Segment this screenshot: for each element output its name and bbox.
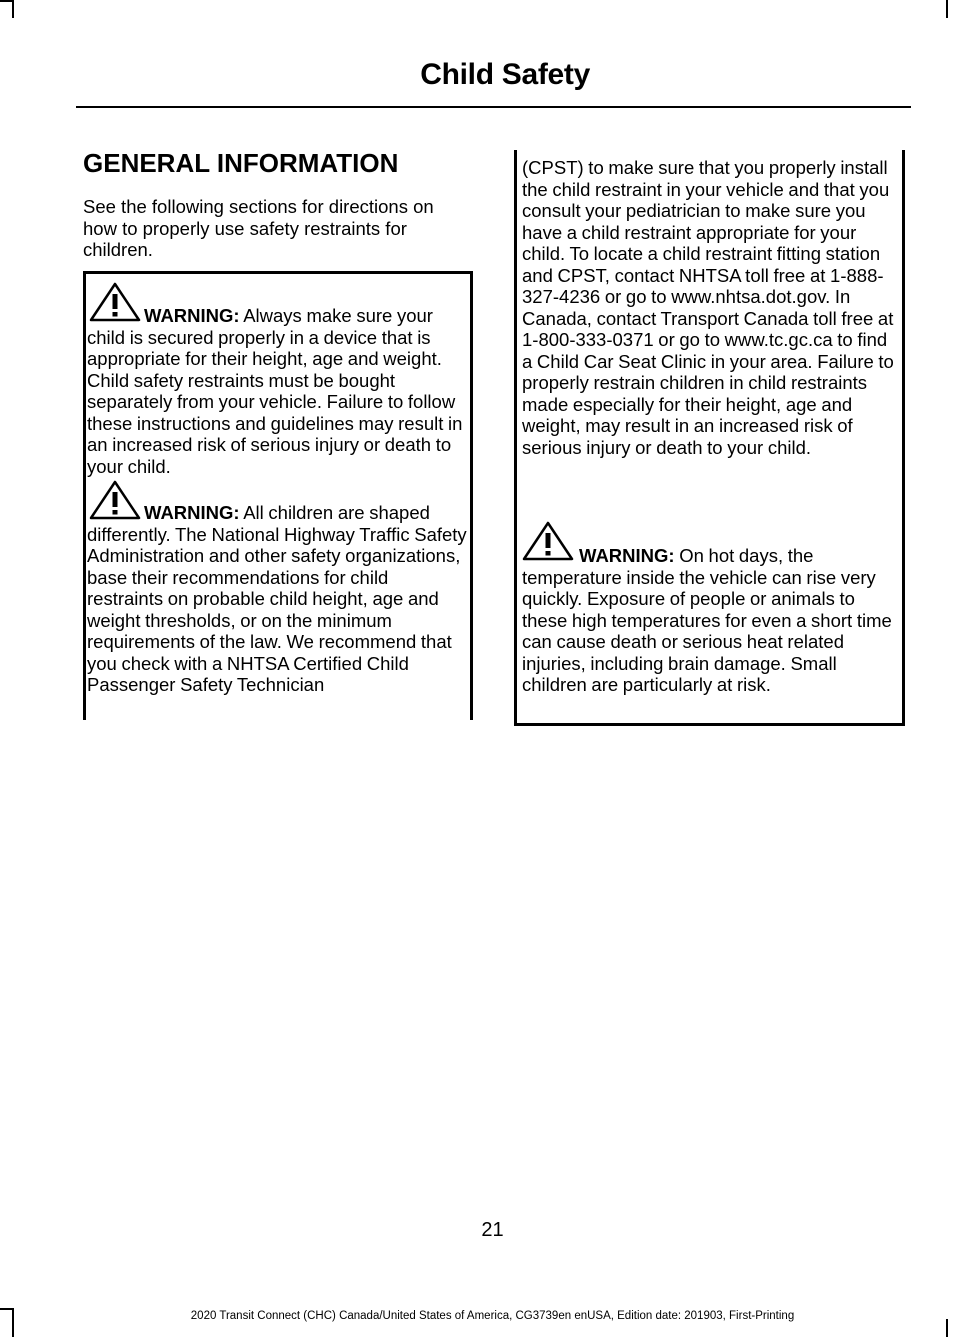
warning-label: WARNING: [144, 502, 240, 523]
page-number: 21 [481, 1219, 504, 1241]
warning-body: On hot days, the temperature inside the vehicle can rise very quickly. Exposure of people or animals to these high temperatures for even a short time can cause death or serious heat related injuries, including brain damage. Small children are particularly at risk. [522, 545, 892, 695]
crop-mark-top-right [946, 0, 948, 18]
warning-text-2-continued: (CPST) to make sure that you properly install the child restraint in your vehicle and that you consult your pediatrician to make sure you have a child restraint appropriate for your child. To locate a child restraint fitting station and CPST, contact NHTSA toll free at 1-888-327-4236 or go to www.nhtsa.dot.gov. In Canada, contact Transport Canada toll free at 1-800-333-0371 or go to www.tc.gc.ca to find a Child Car Seat Clinic in your area. Failure to properly restrain children in child restraints made especially for their height, age and weight, may result in an increased risk of serious injury or death to your child. [522, 157, 894, 458]
warning-text-1 [87, 305, 467, 477]
section-heading: GENERAL INFORMATION [83, 148, 399, 178]
footer-edition-info: 2020 Transit Connect (CHC) Canada/United States of America, CG3739en enUSA, Edition date: 201903, First-Printing [190, 1310, 795, 1322]
header-divider [76, 106, 911, 108]
warning-label: WARNING: [579, 545, 675, 566]
warning-label: WARNING: [144, 305, 240, 326]
crop-mark-top-left [12, 0, 14, 18]
warning-text-3 [522, 545, 900, 696]
page-header-title: Child Safety [420, 58, 590, 91]
crop-mark-top-left [0, 0, 12, 2]
intro-paragraph: See the following sections for directions on how to properly use safety restraints for children. [83, 196, 434, 260]
warning-text-2 [87, 502, 467, 696]
warning-body: All children are shaped differently. The National Highway Traffic Safety Administration and other safety organizations, base their recommendations for child restraints on probable child height, age and weight thresholds, or on the minimum requirements of the law. We recommend that you check with a NHTSA Certified Child Passenger Safety Technician [87, 502, 467, 695]
warning-body: Always make sure your child is secured properly in a device that is appropriate for their height, age and weight. Child safety restraints must be bought separately from your vehicle. Failure to follow these instructions and guidelines may result in an increased risk of serious injury or death to your child. [87, 305, 463, 477]
